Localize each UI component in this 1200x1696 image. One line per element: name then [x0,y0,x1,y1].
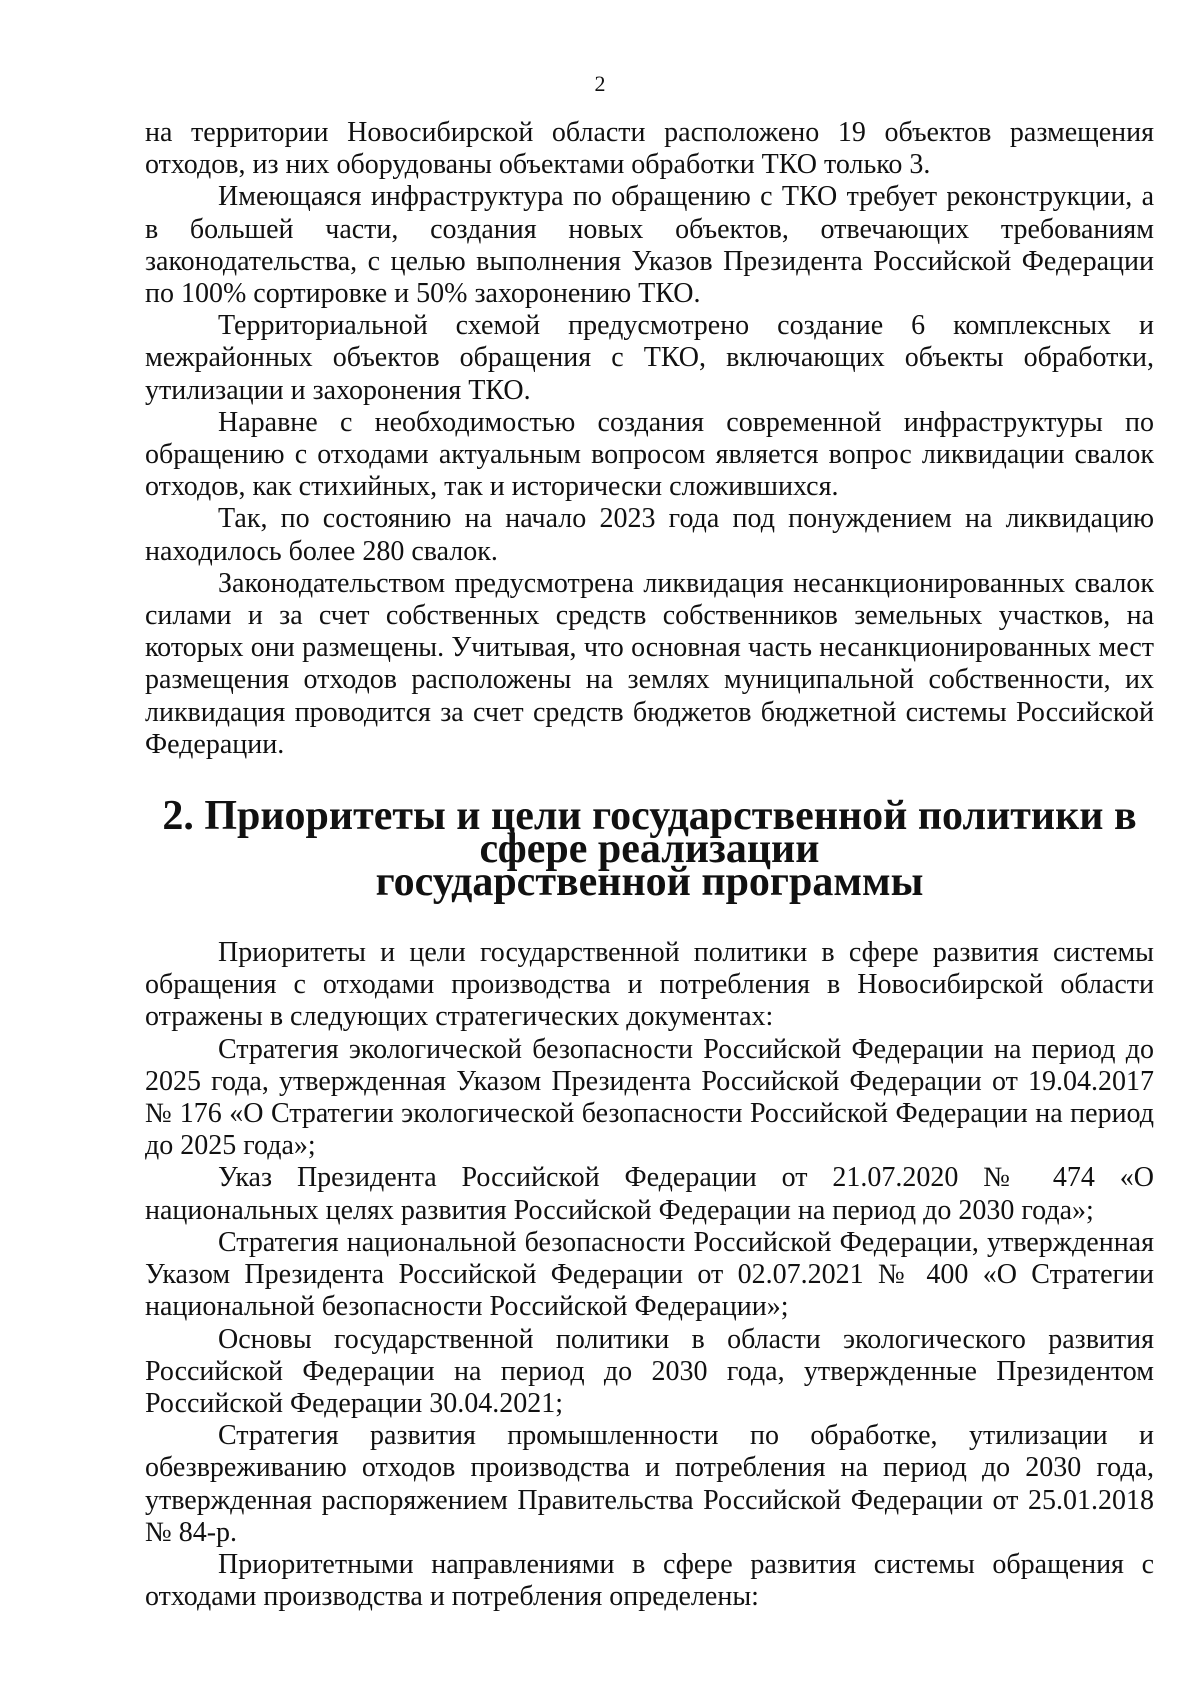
paragraph-national-security: Стратегия национальной безопасности Российской Федерации, утвержденная Указом Президента Российской Федерации от 02.07.2021 № 400 «О Стратегии национальной безопасности Российской Федерации»; [145,1226,1154,1323]
section-heading-line-2: государственной программы [375,859,924,906]
paragraph-dump-count: Так, по состоянию на начало 2023 года под понуждением на ликвидацию находилось более 280 свалок. [145,503,1154,567]
document-body [145,117,1154,1613]
paragraph-industry-strategy: Стратегия развития промышленности по обработке, утилизации и обезвреживанию отходов производства и потребления на период до 2030 года, утвержденная распоряжением Правительства Российской Федерации от 25.01.2018 № 84-р. [145,1420,1154,1548]
section-heading [145,793,1154,906]
paragraph-infrastructure: Имеющаяся инфраструктура по обращению с ТКО требует реконструкции, а в большей части, создания новых объектов, отвечающих требованиям законодательства, с целью выполнения Указов Президента Российской Федерации по 100% сортировке и 50% захоронению ТКО. [145,181,1154,310]
paragraph-priorities-intro: Приоритеты и цели государственной политики в сфере развития системы обращения с отходами производства и потребления в Новосибирской области отражены в следующих стратегических документах: [145,937,1154,1033]
paragraph-territorial-scheme: Территориальной схемой предусмотрено создание 6 комплексных и межрайонных объектов обращения с ТКО, включающих объекты обработки, утилизации и захоронения ТКО. [145,310,1154,406]
section-heading-line-1: 2. Приоритеты и цели государственной политики в сфере реализации [162,793,1137,873]
page-number: 2 [594,71,606,96]
paragraph-legislation: Законодательством предусмотрена ликвидация несанкционированных свалок силами и за счет собственных средств собственников земельных участков, на которых они размещены. Учитывая, что основная часть несанкционированных мест размещения отходов расположены на землях муниципальной собственности, их ликвидация проводится за счет средств бюджетов бюджетной системы Российской Федерации. [145,567,1154,760]
paragraph-dump-liquidation: Наравне с необходимостью создания современной инфраструктуры по обращению с отходами актуальным вопросом является вопрос ликвидации свалок отходов, как стихийных, так и исторически сложившихся. [145,406,1154,503]
paragraph-ecological-policy: Основы государственной политики в области экологического развития Российской Федерации на период до 2030 года, утвержденные Президентом Российской Федерации 30.04.2021; [145,1323,1154,1419]
paragraph-priority-directions: Приоритетными направлениями в сфере развития системы обращения с отходами производства и потребления определены: [145,1548,1154,1613]
paragraph-waste-objects: на территории Новосибирской области расположено 19 объектов размещения отходов, из них оборудованы объектами обработки ТКО только 3. [145,117,1154,181]
paragraph-ecological-strategy: Стратегия экологической безопасности Российской Федерации на период до 2025 года, утвержденная Указом Президента Российской Федерации от 19.04.2017 № 176 «О Стратегии экологической безопасности Российской Федерации на период до 2025 года»; [145,1033,1154,1162]
paragraph-decree-474: Указ Президента Российской Федерации от 21.07.2020 № 474 «О национальных целях развития Российской Федерации на период до 2030 года»; [145,1162,1154,1226]
